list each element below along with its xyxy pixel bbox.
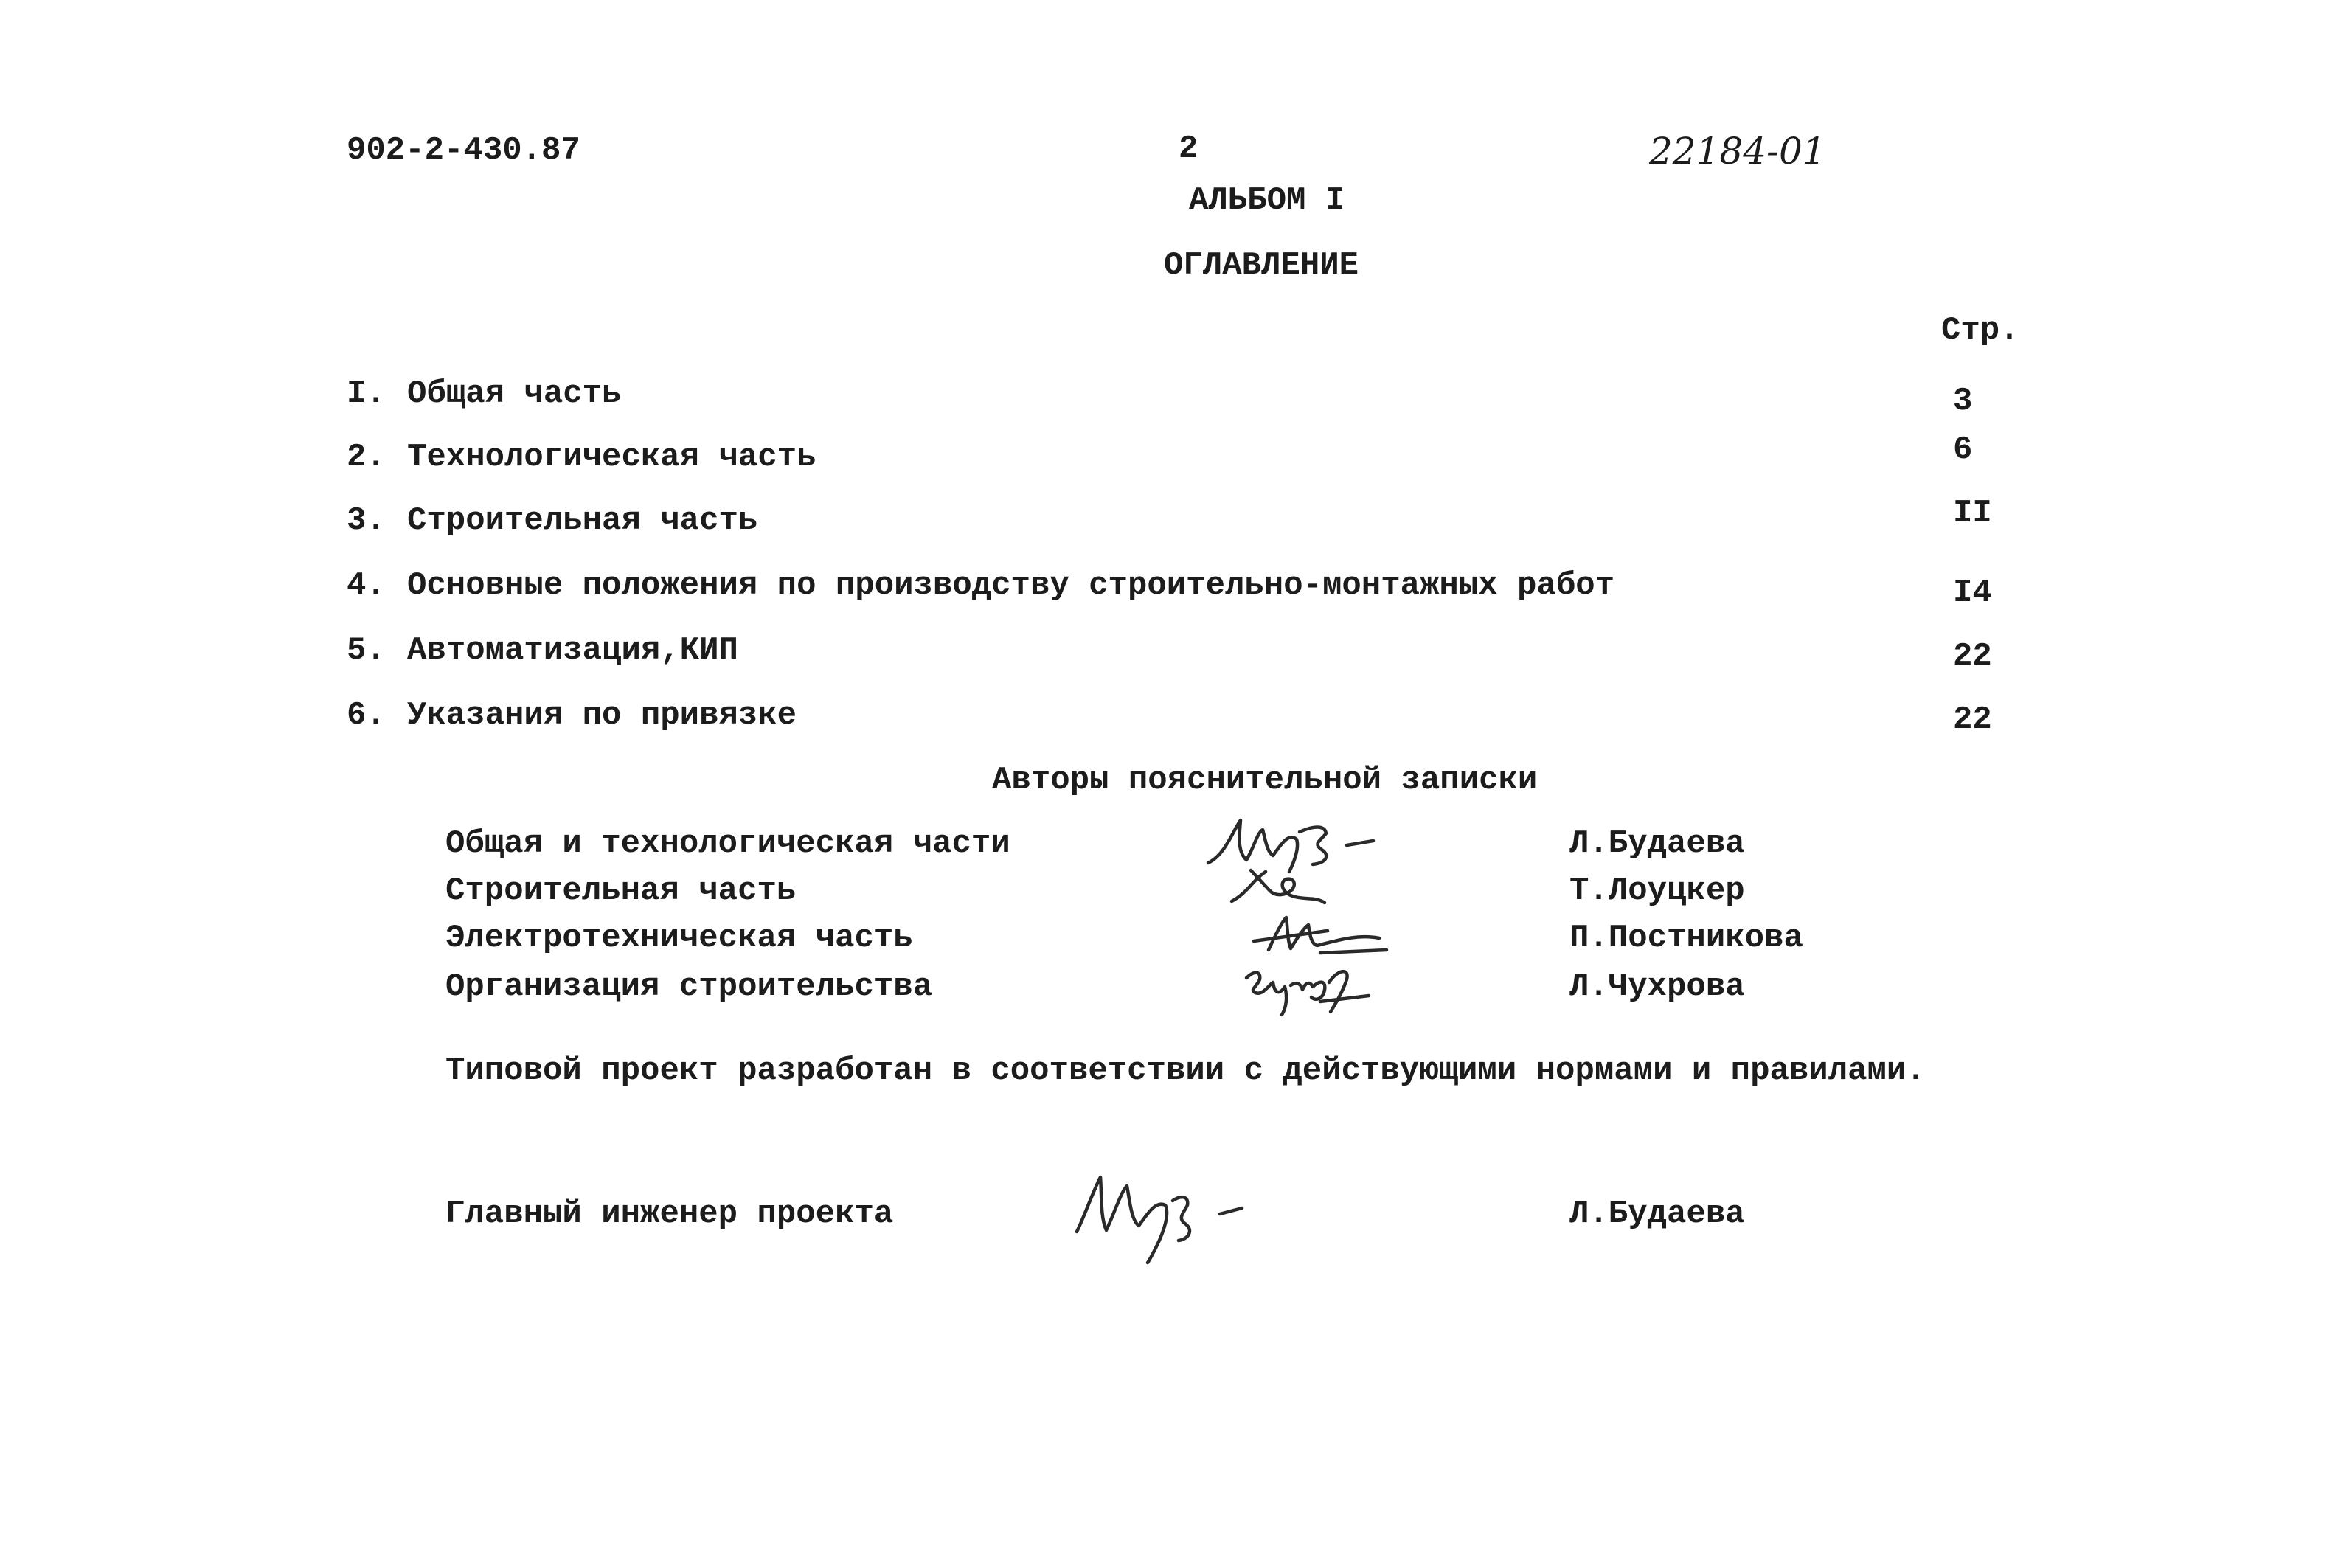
- toc-item-title: Строительная часть: [407, 502, 758, 539]
- signature-chief-engineer: [1062, 1165, 1283, 1269]
- authors-heading: Авторы пояснительной записки: [992, 762, 1538, 799]
- toc-item-page: 6: [1953, 431, 1973, 468]
- toc-item-number: 2.: [347, 439, 386, 476]
- toc-item-number: 6.: [347, 697, 386, 734]
- toc-item-title: Автоматизация,КИП: [407, 632, 738, 669]
- author-part: Организация строительства: [445, 968, 933, 1005]
- signature-loutsker: [1224, 864, 1335, 916]
- toc-item-title: Основные положения по производству строительно-монтажных работ: [407, 567, 1615, 604]
- archive-number: 22184-01: [1649, 130, 1826, 173]
- toc-item-page: II: [1953, 495, 1992, 532]
- toc-item-page: 3: [1953, 383, 1973, 420]
- signature-postnikova: [1246, 912, 1394, 963]
- page-number: 2: [1179, 131, 1198, 167]
- compliance-note: Типовой проект разработан в соответствии с действующими нормами и правилами.: [445, 1052, 1926, 1089]
- toc-item-number: 4.: [347, 567, 386, 604]
- toc-item-page: I4: [1953, 575, 1992, 611]
- author-part: Общая и технологическая части: [445, 825, 1010, 862]
- document-code: 902-2-430.87: [347, 132, 580, 169]
- toc-item-number: 3.: [347, 502, 386, 539]
- chief-engineer-name: Л.Будаева: [1569, 1196, 1745, 1232]
- album-title: АЛЬБОМ I: [1189, 182, 1345, 219]
- signature-chukhrova: [1239, 960, 1387, 1019]
- toc-item-number: I.: [347, 375, 386, 412]
- author-name: Т.Лоуцкер: [1569, 873, 1745, 909]
- toc-item-title: Указания по привязке: [407, 697, 797, 734]
- author-part: Строительная часть: [445, 873, 797, 909]
- toc-item-title: Технологическая часть: [407, 439, 816, 476]
- chief-engineer-role: Главный инженер проекта: [445, 1196, 894, 1232]
- toc-item-page: 22: [1953, 638, 1992, 675]
- author-name: П.Постникова: [1569, 920, 1803, 957]
- toc-item-number: 5.: [347, 632, 386, 669]
- author-name: Л.Чухрова: [1569, 968, 1745, 1005]
- toc-item-page: 22: [1953, 701, 1992, 738]
- author-part: Электротехническая часть: [445, 920, 913, 957]
- toc-page-column-header: Стр.: [1941, 312, 2019, 349]
- toc-item-title: Общая часть: [407, 375, 622, 412]
- author-name: Л.Будаева: [1569, 825, 1745, 862]
- toc-title: ОГЛАВЛЕНИЕ: [1164, 247, 1359, 284]
